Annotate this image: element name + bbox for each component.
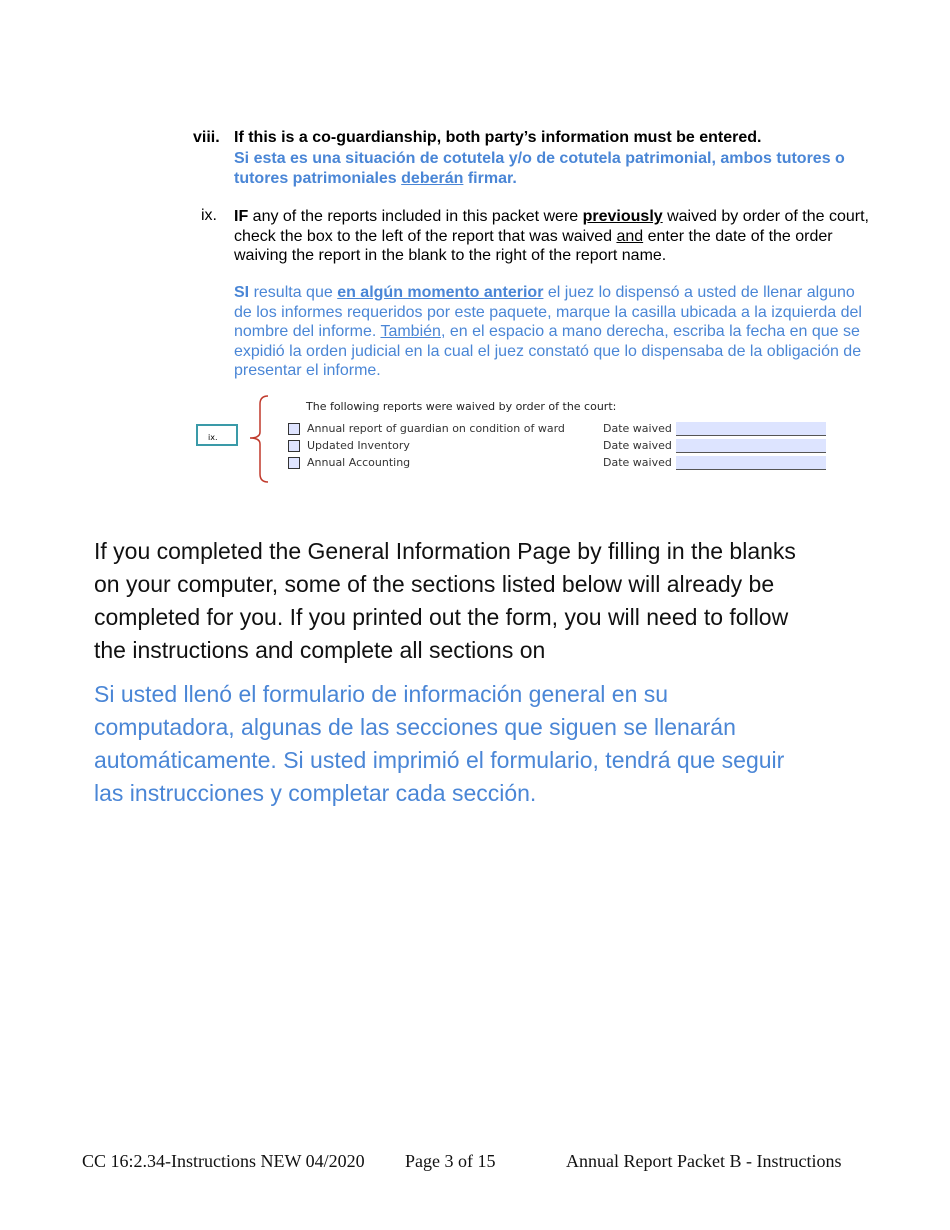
footer-page-number: Page 3 of 15	[405, 1151, 496, 1171]
checkbox-icon	[288, 423, 300, 435]
item-viii-spanish: Si esta es una situación de cotutela y/o de cotutela patrimonial, ambos tutores o tutores patrimoniales deberán firmar.	[234, 150, 845, 187]
date-waived-field: Date waived	[603, 456, 826, 470]
form-excerpt-figure	[196, 394, 826, 484]
item-ix-callout-box: ix.	[196, 424, 238, 446]
general-info-paragraph-english: If you completed the General Information Page by filling in the blanks on your computer, some of the sections listed below will already be completed for you. If you printed out the form, you will need to follow the instructions and complete all sections on	[94, 538, 796, 663]
date-waived-field: Date waived	[603, 422, 826, 436]
general-info-paragraph-spanish: Si usted llenó el formulario de información general en su computadora, algunas de las secciones que siguen se llenarán automáticamente. Si usted imprimió el formulario, tendrá que seguir las instrucciones y completar cada sección.	[94, 681, 785, 806]
form-row: Updated Inventory	[288, 439, 410, 452]
item-number-ix: ix.	[201, 207, 217, 224]
form-excerpt-heading: The following reports were waived by order of the court:	[306, 400, 617, 413]
date-waived-field: Date waived	[603, 439, 826, 453]
checkbox-icon	[288, 440, 300, 452]
footer-form-id: CC 16:2.34-Instructions NEW 04/2020	[82, 1151, 365, 1171]
item-number-viii: viii.	[193, 129, 220, 146]
footer-title: Annual Report Packet B - Instructions	[566, 1151, 842, 1171]
brace-icon	[246, 394, 276, 484]
item-viii-english: If this is a co-guardianship, both party’s information must be entered.	[234, 129, 762, 146]
form-row: Annual Accounting	[288, 456, 410, 469]
item-ix-english: IF any of the reports included in this packet were previously waived by order of the court, check the box to the left of the report that was waived and enter the date of the order waiving the report in the blank to the right of the report name.	[234, 208, 869, 264]
checkbox-icon	[288, 457, 300, 469]
item-ix-spanish: SI resulta que en algún momento anterior el juez lo dispensó a usted de llenar alguno de los informes requeridos por este paquete, marque la casilla ubicada a la izquierda del nombre del informe. También, en el espacio a mano derecha, escriba la fecha en que se expidió la orden judicial en la cual el juez constató que lo dispensaba de la obligación de presentar el informe.	[234, 284, 862, 379]
form-row: Annual report of guardian on condition of ward	[288, 422, 565, 435]
